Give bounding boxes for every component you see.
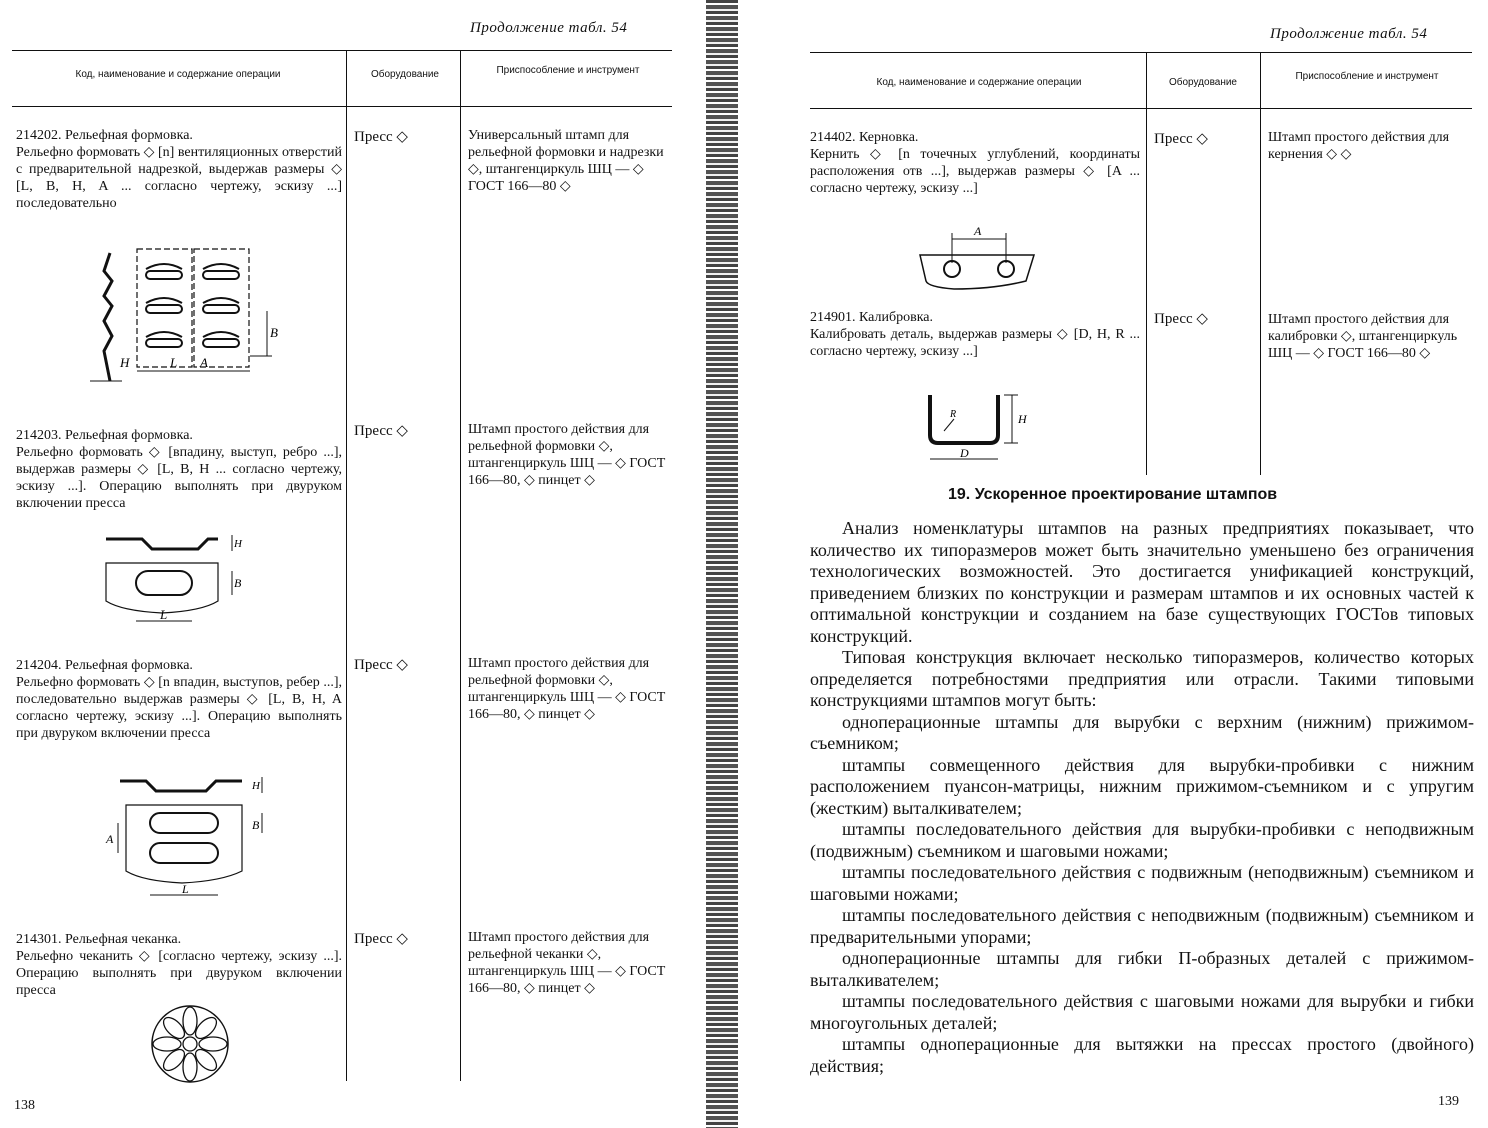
dim-label: H bbox=[252, 780, 260, 792]
table-row bbox=[16, 657, 342, 742]
list-item: штампы последовательного действия с неподвижным (подвижным) съемником и предварительными упорами; bbox=[810, 905, 1474, 947]
dim-label: D bbox=[960, 446, 969, 460]
operation-code: 214203. Рельефная формовка. bbox=[16, 428, 193, 443]
table-header-left bbox=[12, 51, 672, 107]
equipment-cell: Пресс ◇ bbox=[354, 657, 408, 673]
header-col-tool: Приспособление и инструмент bbox=[496, 65, 640, 76]
continuation-title-left: Продолжение табл. 54 bbox=[470, 20, 628, 36]
list-item: штампы последовательного действия с шаговыми ножами для вырубки и гибки многоугольных деталей; bbox=[810, 991, 1474, 1033]
equipment-cell: Пресс ◇ bbox=[1154, 311, 1208, 327]
dim-label: A bbox=[200, 355, 208, 370]
dim-label: B bbox=[234, 576, 242, 590]
continuation-title-right: Продолжение табл. 54 bbox=[1270, 26, 1428, 42]
paragraph: Анализ номенклатуры штампов на разных предприятиях показывает, что количество их типоразмеров может быть значительно уменьшено без ограничения технологических возможностей. Это достигается унификацией конструкций, приведением близких по конструкции и размерам штампов и их основных частей к оптимальной конструкции и созданием на базе существующих ГОСТов типовых конструкций. bbox=[810, 518, 1474, 646]
operation-text: Калибровать деталь, выдержав размеры ◇ [D, H, R ... согласно чертежу, эскизу ...] bbox=[810, 327, 1140, 359]
dim-label: B bbox=[252, 818, 260, 832]
header-col-operation: Код, наименование и содержание операции bbox=[876, 77, 1082, 88]
equipment-cell: Пресс ◇ bbox=[354, 129, 408, 145]
header-col-equipment: Оборудование bbox=[1168, 77, 1237, 88]
list-item: штампы совмещенного действия для вырубки-пробивки с нижним расположением пуансон-матрицы, нижним прижимом-съемником и с упругим (жестким) выталкивателем; bbox=[810, 754, 1474, 818]
column-divider bbox=[1260, 53, 1261, 475]
list-item: одноперационные штампы для гибки П-образных деталей с прижимом-выталкивателем; bbox=[810, 948, 1474, 990]
operation-text: Рельефно формовать ◇ [n] вентиляционных отверстий с предварительной надрезкой, выдержав размеры ◇ [L, B, H, A ... согласно чертежу, эскизу ...] последовательно bbox=[16, 145, 342, 211]
tool-cell: Штамп простого действия для кернения ◇ ◇ bbox=[1268, 130, 1450, 162]
right-page bbox=[738, 0, 1488, 1128]
dim-label: A bbox=[106, 832, 114, 846]
column-divider bbox=[460, 51, 461, 1081]
table-header-right bbox=[810, 53, 1472, 109]
header-col-operation: Код, наименование и содержание операции bbox=[75, 69, 281, 80]
operation-code: 214202. Рельефная формовка. bbox=[16, 128, 193, 143]
paragraph: Типовая конструкция включает несколько типоразмеров, количество которых определяется потребностями предприятия или отрасли. Такими типовыми конструкциями штампов могут быть: bbox=[810, 647, 1474, 710]
punching-drawing bbox=[914, 223, 1044, 293]
equipment-cell: Пресс ◇ bbox=[354, 931, 408, 947]
operation-text: Кернить ◇ [n точечных углублений, координаты расположения отв ...], выдержав размеры ◇ [A ... согласно чертежу, эскизу ...] bbox=[810, 147, 1140, 196]
header-col-tool: Приспособление и инструмент bbox=[1295, 71, 1439, 82]
list-item: штампы последовательного действия для вырубки-пробивки с неподвижным (подвижным) съемником и шаговыми ножами; bbox=[810, 819, 1474, 861]
equipment-cell: Пресс ◇ bbox=[354, 423, 408, 439]
dim-label: L bbox=[160, 607, 168, 622]
operations-table-left bbox=[12, 50, 672, 1080]
embossed-flower-drawing bbox=[140, 999, 240, 1089]
left-page bbox=[0, 0, 706, 1128]
page-number-left: 138 bbox=[14, 1098, 35, 1113]
dim-label: L bbox=[182, 882, 189, 896]
ventilation-holes-drawing bbox=[82, 241, 282, 391]
table-row bbox=[16, 427, 342, 512]
tool-cell: Штамп простого действия для калибровки ◇, штангенциркуль ШЦ — ◇ ГОСТ 166—80 ◇ bbox=[1268, 312, 1458, 361]
table-row bbox=[810, 309, 1140, 360]
tool-cell: Штамп простого действия для рельефной чеканки ◇, штангенциркуль ШЦ — ◇ ГОСТ 166—80, ◇ пинцет ◇ bbox=[468, 930, 666, 996]
list-item: штампы последовательного действия с подвижным (неподвижным) съемником и шаговыми ножами; bbox=[810, 862, 1474, 904]
equipment-cell: Пресс ◇ bbox=[1154, 131, 1208, 147]
operation-text: Рельефно формовать ◇ [n впадин, выступов, ребер ...], последовательно выдержав размеры ◇ [L, B, H, A согласно чертежу, эскизу ...]. Операцию выполнять при двуруком включении пресса bbox=[16, 675, 342, 741]
column-divider bbox=[346, 51, 347, 1081]
operation-text: Рельефно чеканить ◇ [согласно чертежу, эскизу ...]. Операцию выполнять при двуруком включении пресса bbox=[16, 949, 342, 998]
dim-label: L bbox=[170, 355, 178, 370]
dim-label: A bbox=[974, 224, 982, 238]
tool-cell: Штамп простого действия для рельефной формовки ◇, штангенциркуль ШЦ — ◇ ГОСТ 166—80, ◇ пинцет ◇ bbox=[468, 422, 666, 488]
dim-label: R bbox=[950, 409, 957, 420]
dim-label: B bbox=[270, 325, 278, 340]
relief-forming-drawing bbox=[102, 521, 252, 631]
book-spine-gutter bbox=[706, 0, 738, 1128]
header-col-equipment: Оборудование bbox=[370, 69, 439, 80]
operation-text: Рельефно формовать ◇ [впадину, выступ, ребро ...], выдержав размеры ◇ [L, B, H ... согласно чертежу, эскизу ...]. Операцию выполнять при двуруком включении пресса bbox=[16, 445, 342, 511]
operation-code: 214402. Керновка. bbox=[810, 130, 919, 145]
table-row bbox=[810, 129, 1140, 197]
table-row bbox=[16, 127, 342, 212]
list-item: штампы одноперационные для вытяжки на прессах простого (двойного) действия; bbox=[810, 1034, 1474, 1076]
body-text bbox=[810, 518, 1474, 1077]
operation-code: 214301. Рельефная чеканка. bbox=[16, 932, 182, 947]
dim-label: H bbox=[120, 355, 130, 370]
multi-relief-drawing bbox=[102, 771, 272, 901]
tool-cell: Универсальный штамп для рельефной формовки и надрезки ◇, штангенциркуль ШЦ — ◇ ГОСТ 166—80 ◇ bbox=[468, 128, 664, 194]
dim-label: H bbox=[234, 538, 242, 550]
calibration-drawing bbox=[922, 389, 1032, 469]
page-number-right: 139 bbox=[1438, 1094, 1459, 1109]
dim-label: H bbox=[1018, 412, 1027, 426]
section-title: 19. Ускоренное проектирование штампов bbox=[948, 486, 1278, 503]
column-divider bbox=[1146, 53, 1147, 475]
operations-table-right bbox=[810, 52, 1472, 474]
list-item: одноперационные штампы для вырубки с верхним (нижним) прижимом-съемником; bbox=[810, 711, 1474, 753]
table-row bbox=[16, 931, 342, 999]
operation-code: 214901. Калибровка. bbox=[810, 310, 934, 325]
operation-code: 214204. Рельефная формовка. bbox=[16, 658, 193, 673]
tool-cell: Штамп простого действия для рельефной формовки ◇, штангенциркуль ШЦ — ◇ ГОСТ 166—80, ◇ пинцет ◇ bbox=[468, 656, 666, 722]
